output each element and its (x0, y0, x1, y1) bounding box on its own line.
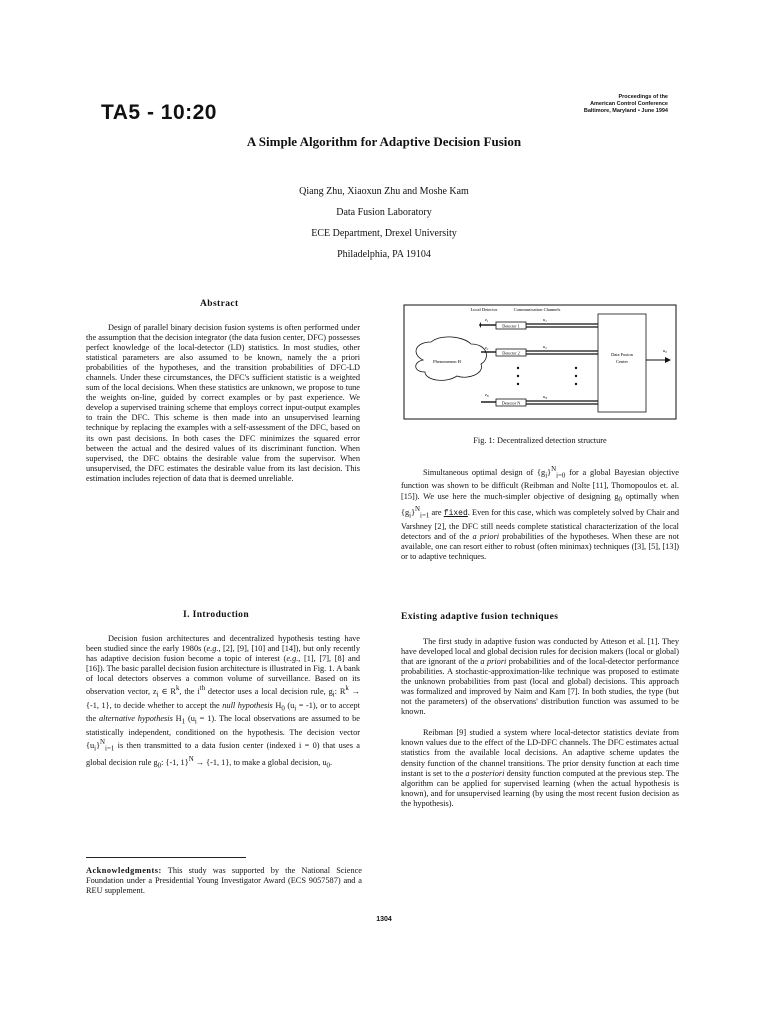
proceedings-line-3: Baltimore, Maryland • June 1994 (583, 108, 668, 114)
introduction-text (86, 634, 360, 771)
figure-label-z2: $z_2$ (485, 345, 489, 351)
introduction-paragraph: Decision fusion architectures and decentralized hypothesis testing have been studied since the early 1980s (e.g., [2], [9], [10] and [14]), but only recently has adaptive decision fusion become a topic of interest (e.g., [1], [7], [8] and [16]). The basic parallel decision fusion architecture is illustrated in Fig. 1. A bank of local detectors observes a common volume of surveillance. Based on its observation vector, $z_i$ ∈ $R^k$, the $i^{th}$ detector uses a local decision rule, $g_i$: $R^k \to \{-1$, 1}, to decide whether to accept the null hypothesis $H_0$ $(u_i = -1)$, or to accept the alternative hypothesis $H_1$ $(u_i = 1)$. The local observations are assumed to be statistically independent, conditioned on the hypothesis. The decision vector $\{u_i\}^N_{i=1}$ is then transmitted to a data fusion center (indexed i = 0) that uses a global decision rule $g_0$: {-1, 1}$^N$ → {-1, 1}, to make a global decision, $u_0$. (86, 634, 361, 770)
reibman-paragraph: Reibman [9] studied a system where local-detector statistics deviate from known values due to the effect of the LD-DFC channels. The DFC estimates actual statistics from the available local decisions. An adaptive scheme updates the density function of the channel transitions. The prior density function at each time instant is set to the a posteriori density function computed at the previous step. The algorithm can be applied for supervised learning (when the actual hypothesis is known), and for unsupervised learning (by using the most recent fusion decision as the hypothesis). (401, 728, 679, 808)
figure-label-dfc-line2: Center (616, 359, 628, 364)
footnote-text: This study was supported by the National Science Foundation under a Presidential Young Investigator Award (ECS 9057587) and a REU supplement. (86, 866, 362, 895)
acknowledgment-footnote (86, 866, 362, 896)
author-lab: Data Fusion Laboratory (336, 207, 432, 218)
figure-label-z1: $z_1$ (485, 317, 489, 323)
figure-caption: Fig. 1: Decentralized detection structure (473, 436, 607, 445)
proceedings-note (584, 94, 668, 115)
author-department: ECE Department, Drexel University (311, 228, 457, 239)
proceedings-line-2: American Control Conference (590, 101, 668, 107)
author-city: Philadelphia, PA 19104 (337, 249, 431, 260)
figure-label-u1: $u_1$ (543, 317, 547, 323)
abstract-paragraph: Design of parallel binary decision fusion systems is often performed under the assumption that the decision integrator (the data fusion center, DFC) possesses perfect knowledge of the local-detector (LD) statistics. In most studies, other statistical parameters are also assumed to be known, namely the a priori probabilities of the hypotheses, and the transition probabilities of DFC-LD channels. Under these circumstances, the DFC's sufficient statistic is a weighted sum of the local decisions. When these statistics are unknown, we propose to tune the weights on-line, guided by correct examples or by past experience. We develop a supervised training scheme that employs correct input-output examples to train the DFC. This scheme is then made into an unsupervised learning technique by replacing the examples with a self-assessment of the DFC, based on its own past decisions. In both cases the DFC minimizes the squared error between the actual and the desired values of its discriminant function. When supervised, the DFC obtains the desirable value from the supervisor. When unsupervised, the DFC estimates the desirable value from its last decision. This estimation includes rejection of data that is deemed unreliable. (86, 323, 360, 483)
proceedings-line-1: Proceedings of the (618, 94, 668, 100)
introduction-heading: I. Introduction (183, 610, 250, 620)
right-column-text-2 (401, 637, 679, 809)
decentralized-detection-figure (401, 302, 679, 422)
right-column-text-1 (401, 465, 679, 562)
session-code: TA5 - 10:20 (101, 101, 217, 124)
figure-label-u0: $u_0$ (663, 348, 667, 354)
page-number: 1304 (376, 916, 392, 923)
figure-label-un: $u_N$ (543, 394, 548, 400)
author-block (0, 181, 768, 265)
figure-label-dfc-line1: Data Fusion (611, 352, 633, 357)
abstract-text (86, 323, 360, 484)
atteson-paragraph: The first study in adaptive fusion was conducted by Atteson et al. [1]. They have developed local and global decision rules for decision makers (local or global) that are ignorant of the a priori probabilities and of the local-detector performance probabilities. A stochastic-approximation-like technique was proposed to estimate the unknown probabilities from past (local and global) decisions. This approach was formalized and improved by Naim and Kam [7]. In both studies, the type (but not the parameters) of the observations' distribution function was assumed to be known. (401, 637, 679, 717)
footnote-label: Acknowledgments: (86, 866, 162, 875)
footnote-divider (86, 857, 246, 858)
abstract-heading: Abstract (200, 299, 239, 309)
figure-label-zn: $z_N$ (485, 392, 489, 398)
author-names: Qiang Zhu, Xiaoxun Zhu and Moshe Kam (299, 186, 469, 197)
figure-label-detector-1: Detector 1 (502, 323, 520, 329)
figure-label-local-detector: Local Detector (470, 307, 498, 312)
figure-label-detector-2: Detector 2 (502, 350, 520, 356)
figure-label-u2: $u_2$ (543, 344, 547, 350)
existing-techniques-heading: Existing adaptive fusion techniques (401, 612, 559, 622)
design-paragraph: Simultaneous optimal design of $\{g_i\}^N_{i=0}$ for a global Bayesian objective function was shown to be difficult (Reibman and Nolte [11], Thomopoulos et. al. [15]). We use here the much-simpler objective of designing $g_0$ optimally when $\{g_i\}^N_{i=1}$ are fixed. Even for this case, which was completely solved by Chair and Varshney [2], the DFC still needs complete statistical characterization of the local detectors and of the a priori probabilities of the hypotheses. When these are not available, one can resort either to robust (often minimax) techniques ([3], [5], [13]) or to adaptive techniques. (401, 466, 679, 561)
figure-label-channels: Communication Channels (513, 307, 561, 312)
figure-label-phenomenon: Phenomenon H (433, 359, 461, 364)
figure-label-detector-n: Detector N (501, 400, 521, 406)
paper-title: A Simple Algorithm for Adaptive Decision Fusion (246, 134, 522, 149)
